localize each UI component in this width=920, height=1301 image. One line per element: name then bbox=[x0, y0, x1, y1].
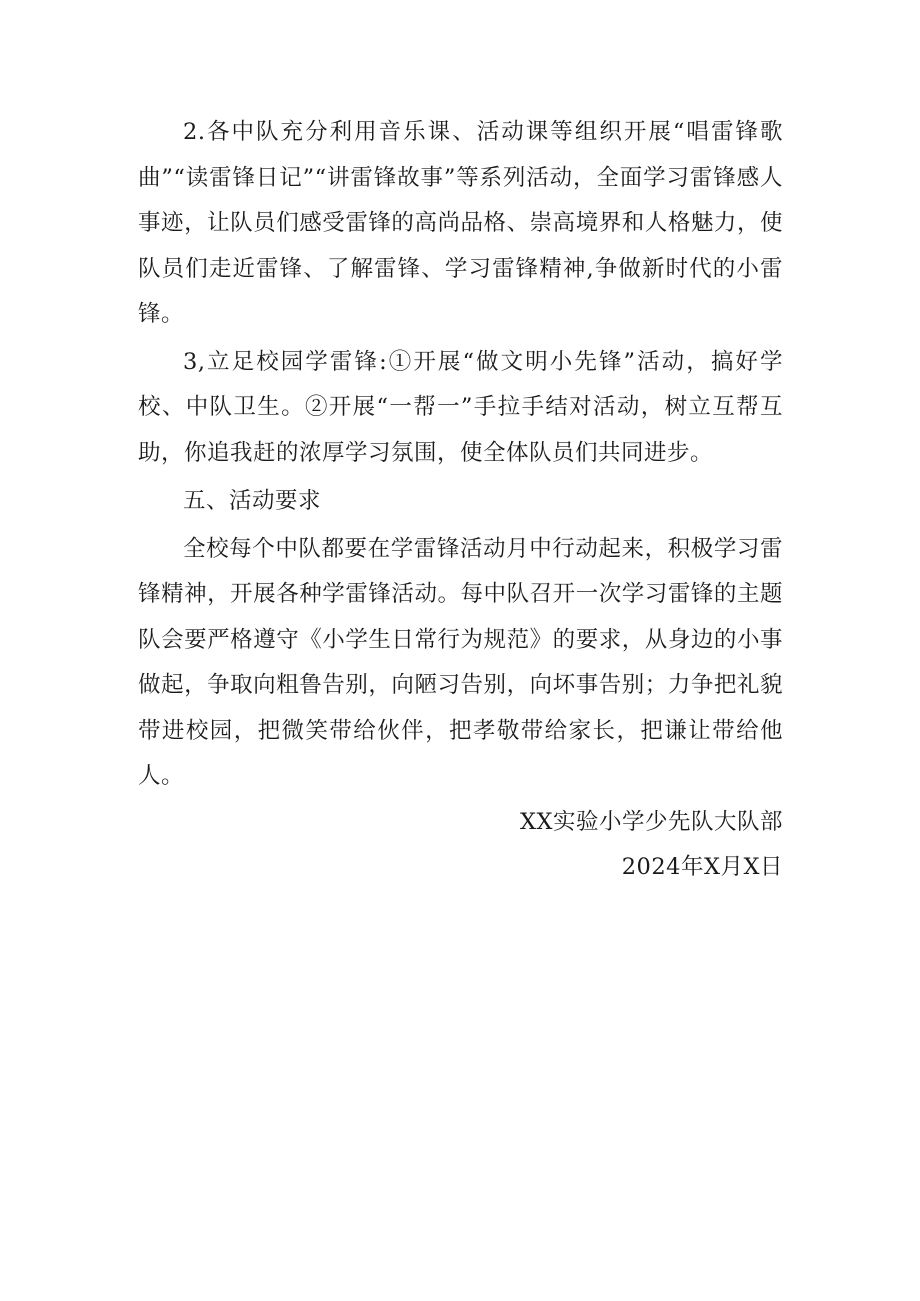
signature-line: XX实验小学少先队大队部 bbox=[519, 808, 783, 835]
paragraph-item-2: 2.各中队充分利用音乐课、活动课等组织开展“唱雷锋歌曲”“读雷锋日记”“讲雷锋故事”等系列活动，全面学习雷锋感人事迹，让队员们感受雷锋的高尚品格、崇高境界和人格魅力，使队员们走近雷锋、了解雷锋、学习雷锋精神,争做新时代的小雷锋。 bbox=[138, 119, 783, 327]
section-heading: 五、活动要求 bbox=[183, 488, 322, 514]
section-body: 全校每个中队都要在学雷锋活动月中行动起来，积极学习雷锋精神，开展各种学雷锋活动。每中队召开一次学习雷锋的主题队会要严格遵守《小学生日常行为规范》的要求，从身边的小事做起，争取向粗鲁告别，向陋习告别，向坏事告别；力争把礼貌带进校园，把微笑带给伙伴，把孝敬带给家长，把谦让带给他人。 bbox=[138, 535, 783, 789]
document-page bbox=[138, 110, 783, 891]
date-line: 2024年X月X日 bbox=[621, 854, 783, 880]
paragraph-item-3: 3,立足校园学雷锋:①开展“做文明小先锋”活动，搞好学校、中队卫生。②开展“一帮一”手拉手结对活动，树立互帮互助，你追我赶的浓厚学习氛围，使全体队员们共同进步。 bbox=[138, 348, 783, 466]
